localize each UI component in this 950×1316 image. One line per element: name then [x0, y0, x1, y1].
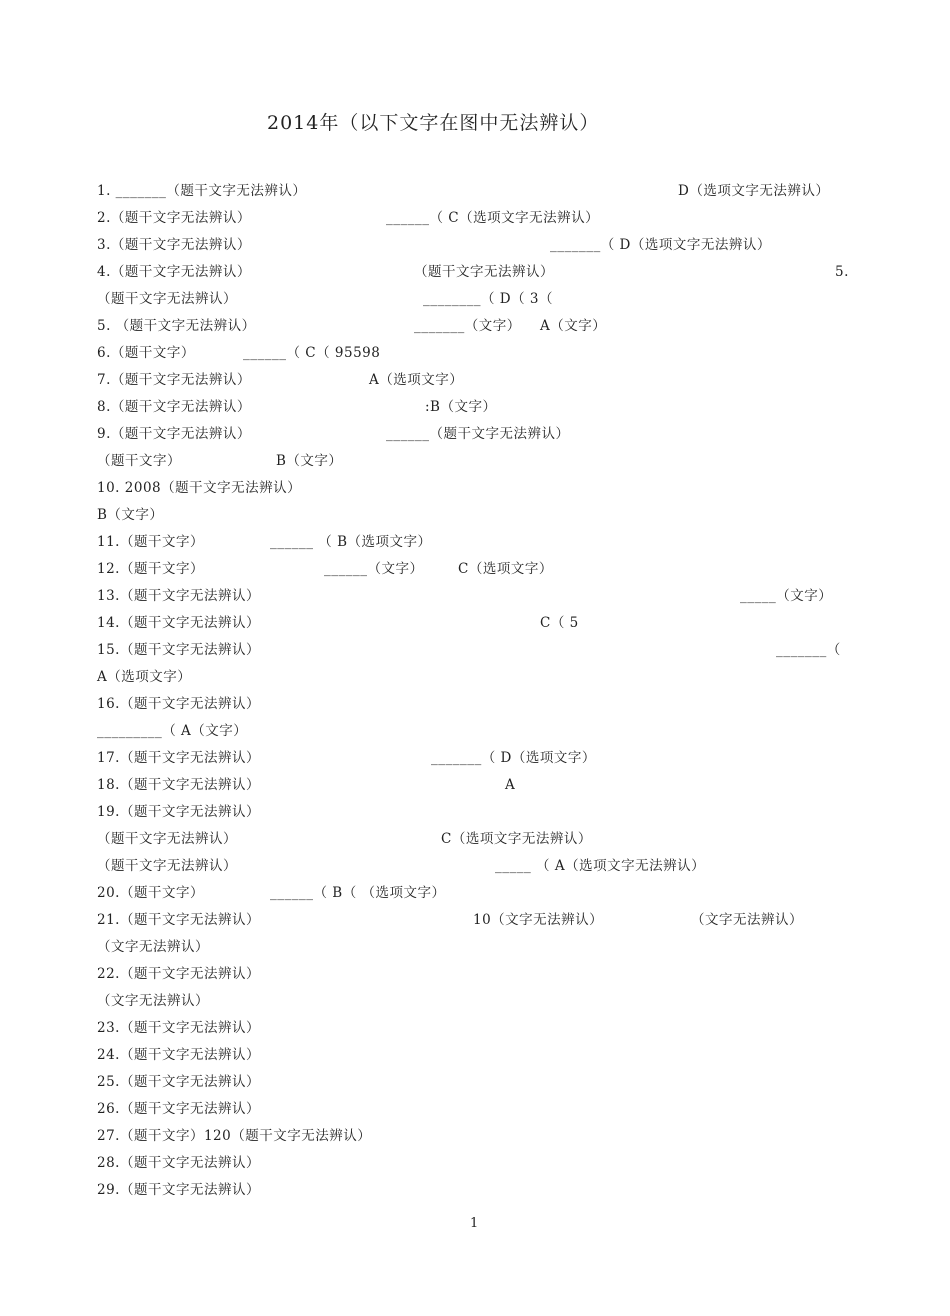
page-number: 1: [470, 1216, 479, 1231]
question-line-segment: B（文字）: [97, 507, 164, 523]
question-line-segment: 26.（题干文字无法辨认）: [97, 1101, 260, 1117]
question-line-segment: 20.（题干文字）: [97, 885, 204, 901]
question-line-segment: 17.（题干文字无法辨认）: [97, 750, 260, 766]
question-line-segment: 11.（题干文字）: [97, 534, 204, 550]
question-line-segment: （文字无法辨认）: [97, 939, 209, 955]
question-line-segment: 25.（题干文字无法辨认）: [97, 1074, 260, 1090]
question-line-segment: ______（题干文字无法辨认）: [386, 426, 570, 442]
question-line-segment: ______（ C（选项文字无法辨认）: [386, 210, 600, 226]
question-line-segment: 8.（题干文字无法辨认）: [97, 399, 251, 415]
question-line-segment: _________（ A（文字）: [97, 723, 248, 739]
question-line-segment: 4.（题干文字无法辨认）: [97, 264, 251, 280]
question-line-segment: ________（ D（ 3（: [423, 291, 553, 307]
question-line-segment: 9.（题干文字无法辨认）: [97, 426, 251, 442]
question-line-segment: _______（ D（选项文字无法辨认）: [550, 237, 771, 253]
question-line-segment: 14.（题干文字无法辨认）: [97, 615, 260, 631]
question-line-segment: _______（: [776, 642, 841, 658]
question-line-segment: D（选项文字无法辨认）: [678, 183, 830, 199]
question-line-segment: C（ 5: [540, 615, 579, 631]
question-line-segment: A（文字）: [540, 318, 607, 334]
question-line-segment: （题干文字无法辨认）: [97, 858, 237, 874]
question-line-segment: 5.: [835, 264, 849, 280]
question-line-segment: ______（文字）: [324, 561, 424, 577]
question-line-segment: 13.（题干文字无法辨认）: [97, 588, 260, 604]
question-line-segment: ______（ B（ （选项文字）: [270, 885, 446, 901]
question-line-segment: 5. （题干文字无法辨认）: [97, 318, 256, 334]
question-line-segment: 7.（题干文字无法辨认）: [97, 372, 251, 388]
question-line-segment: 28.（题干文字无法辨认）: [97, 1155, 260, 1171]
question-line-segment: _____ （ A（选项文字无法辨认）: [495, 858, 706, 874]
question-line-segment: （文字无法辨认）: [97, 993, 209, 1009]
question-line-segment: 19.（题干文字无法辨认）: [97, 804, 260, 820]
question-line-segment: 16.（题干文字无法辨认）: [97, 696, 260, 712]
question-line-segment: B（文字）: [276, 453, 343, 469]
document-title: 2014年（以下文字在图中无法辨认）: [267, 112, 600, 134]
question-line-segment: 2.（题干文字无法辨认）: [97, 210, 251, 226]
question-line-segment: 6.（题干文字）: [97, 345, 195, 361]
question-line-segment: 29.（题干文字无法辨认）: [97, 1182, 260, 1198]
question-line-segment: 10. 2008（题干文字无法辨认）: [97, 480, 302, 496]
question-line-segment: （文字无法辨认）: [691, 912, 803, 928]
question-line-segment: C（选项文字无法辨认）: [441, 831, 592, 847]
question-line-segment: 21.（题干文字无法辨认）: [97, 912, 260, 928]
question-line-segment: 24.（题干文字无法辨认）: [97, 1047, 260, 1063]
question-line-segment: _______（ D（选项文字）: [431, 750, 596, 766]
question-line-segment: （题干文字无法辨认）: [97, 291, 237, 307]
question-line-segment: 27.（题干文字）120（题干文字无法辨认）: [97, 1128, 372, 1144]
question-line-segment: _______（文字）: [414, 318, 521, 334]
question-line-segment: :B（文字）: [425, 399, 497, 415]
question-line-segment: 22.（题干文字无法辨认）: [97, 966, 260, 982]
question-line-segment: ______ （ B（选项文字）: [270, 534, 432, 550]
question-line-segment: （题干文字无法辨认）: [97, 831, 237, 847]
question-line-segment: （题干文字）: [97, 453, 181, 469]
question-line-segment: 15.（题干文字无法辨认）: [97, 642, 260, 658]
question-line-segment: A（选项文字）: [97, 669, 192, 685]
question-line-segment: 18.（题干文字无法辨认）: [97, 777, 260, 793]
question-line-segment: 12.（题干文字）: [97, 561, 204, 577]
question-line-segment: A: [505, 777, 516, 793]
question-line-segment: C（选项文字）: [458, 561, 553, 577]
question-line-segment: 3.（题干文字无法辨认）: [97, 237, 251, 253]
question-line-segment: 23.（题干文字无法辨认）: [97, 1020, 260, 1036]
question-line-segment: A（选项文字）: [369, 372, 464, 388]
question-line-segment: 10（文字无法辨认）: [473, 912, 604, 928]
question-line-segment: _____（文字）: [740, 588, 833, 604]
question-line-segment: （题干文字无法辨认）: [414, 264, 554, 280]
question-line-segment: ______（ C（ 95598: [243, 345, 381, 361]
question-line-segment: 1. _______（题干文字无法辨认）: [97, 183, 307, 199]
